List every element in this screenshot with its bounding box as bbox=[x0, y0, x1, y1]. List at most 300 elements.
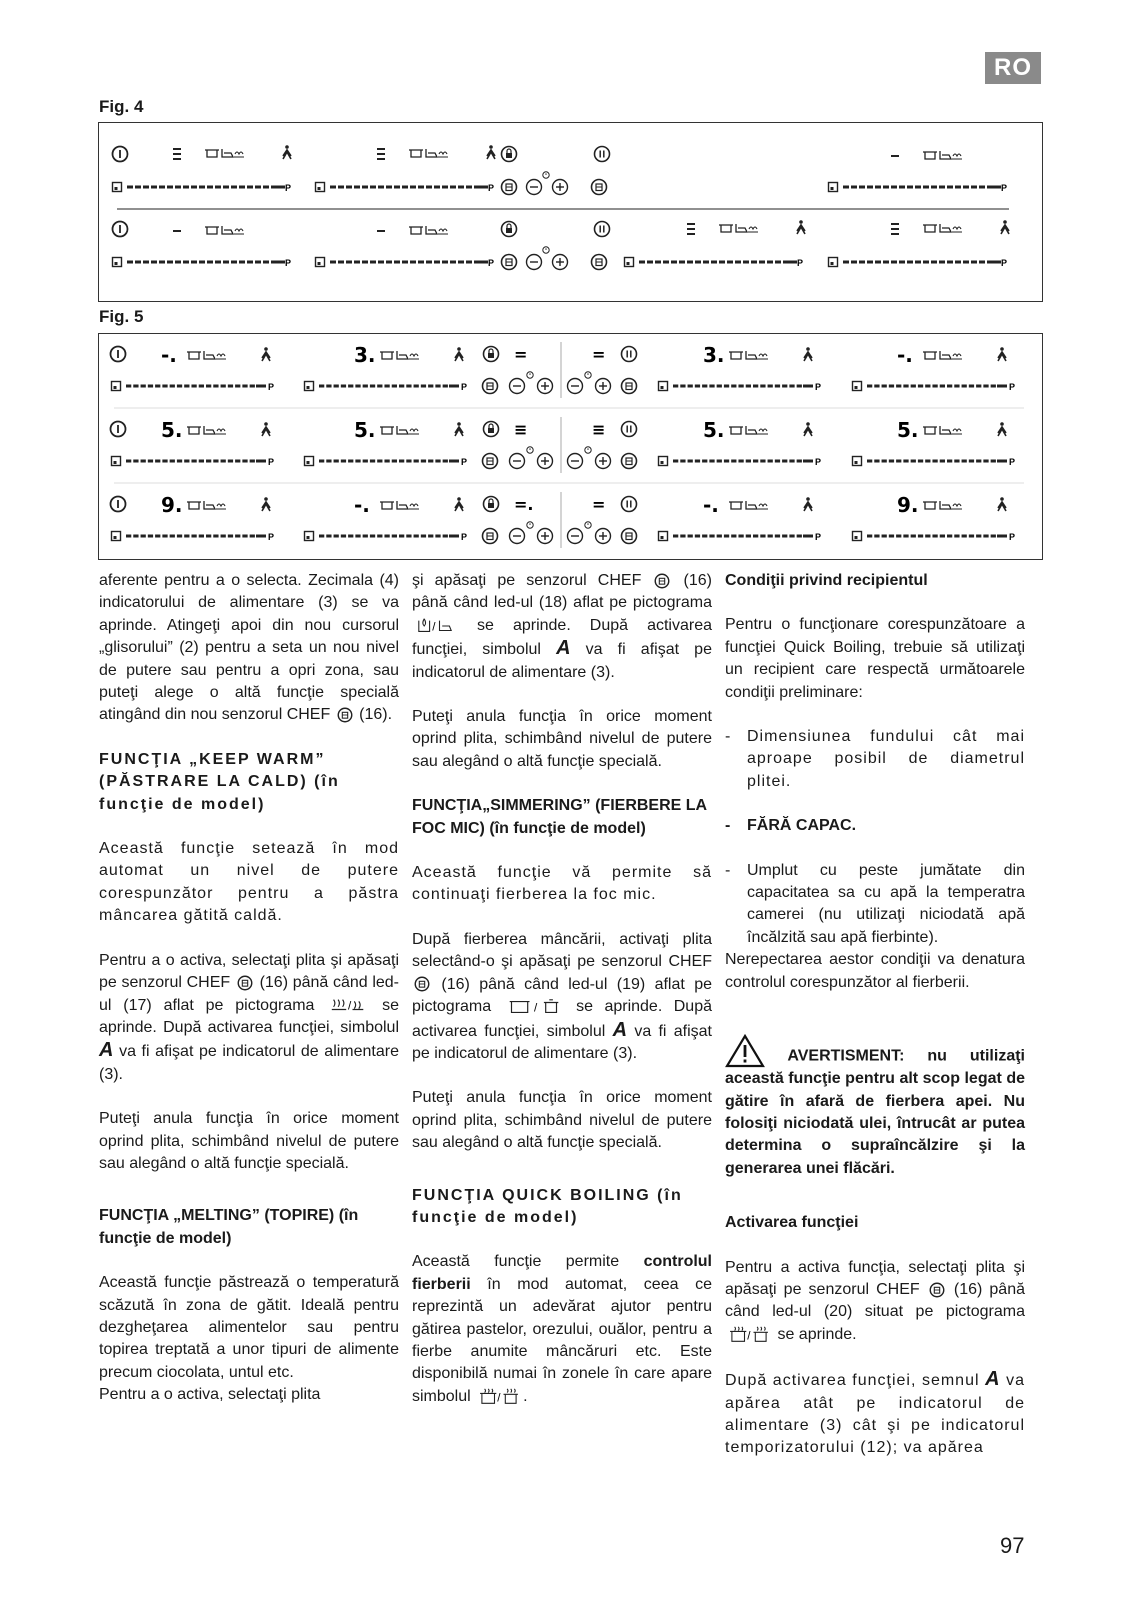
zone-display-value: 9. bbox=[161, 493, 183, 517]
slider-segment bbox=[434, 186, 440, 189]
booster-icon bbox=[998, 422, 1006, 436]
slider-segment bbox=[250, 460, 255, 463]
slider-segment bbox=[695, 385, 700, 388]
slider-segment bbox=[184, 460, 189, 463]
zone-select-icon bbox=[305, 532, 314, 541]
slider-segment bbox=[414, 385, 419, 388]
heading-simmering: FUNCŢIA„SIMMERING” (FIERBERE LA FOC MIC) (în funcţie de model) bbox=[412, 797, 707, 837]
slider-segment bbox=[370, 460, 375, 463]
list-item-text: FĂRĂ CAPAC. bbox=[747, 817, 857, 835]
slider-segment bbox=[386, 186, 392, 189]
slider-segment bbox=[969, 385, 974, 388]
function-pictograms-icon bbox=[409, 149, 448, 157]
slider-segment bbox=[989, 186, 999, 189]
pause-icon bbox=[595, 147, 610, 162]
language-badge: RO bbox=[985, 52, 1041, 84]
slider-segment bbox=[680, 385, 685, 388]
col2-p3: Această funcţie vă permite să continuaţi fierberea la foc mic. bbox=[412, 864, 712, 904]
chef-icon bbox=[502, 180, 517, 195]
slider-end-label: P bbox=[815, 457, 822, 467]
timer-minus-icon bbox=[568, 529, 583, 544]
slider-segment bbox=[355, 460, 360, 463]
slider-segment bbox=[206, 460, 211, 463]
timer-icon bbox=[543, 172, 549, 178]
slider-segment bbox=[785, 261, 795, 264]
slider-segment bbox=[709, 535, 714, 538]
slider-segment bbox=[859, 186, 865, 189]
slider-segment bbox=[386, 261, 392, 264]
power-icon bbox=[113, 222, 128, 237]
power-icon bbox=[113, 147, 128, 162]
booster-icon bbox=[262, 497, 270, 511]
slider-segment bbox=[918, 385, 923, 388]
slider-segment bbox=[940, 460, 945, 463]
slider-segment bbox=[392, 460, 397, 463]
zone-select-icon bbox=[316, 258, 325, 267]
slider-segment bbox=[255, 186, 261, 189]
slider-segment bbox=[663, 261, 669, 264]
chef-icon bbox=[622, 379, 637, 394]
slider-segment bbox=[889, 535, 894, 538]
slider-segment bbox=[330, 186, 336, 189]
slider-segment bbox=[724, 535, 729, 538]
slider-segment bbox=[874, 535, 879, 538]
slider-segment bbox=[874, 385, 879, 388]
zone-select-icon bbox=[853, 382, 862, 391]
zone-display-value: 5. bbox=[897, 418, 919, 442]
slider-segment bbox=[955, 261, 961, 264]
slider-segment bbox=[191, 261, 197, 264]
function-pictograms-icon bbox=[187, 501, 226, 509]
slider-segment bbox=[184, 385, 189, 388]
slider-segment bbox=[377, 535, 382, 538]
power-level-display bbox=[173, 148, 181, 160]
slider-segment bbox=[334, 535, 339, 538]
slider-segment bbox=[363, 385, 368, 388]
slider-segment bbox=[135, 261, 141, 264]
slider-segment bbox=[997, 535, 1007, 538]
pause-icon bbox=[595, 222, 610, 237]
timer-plus-icon bbox=[538, 379, 553, 394]
slider-segment bbox=[141, 460, 146, 463]
slider-segment bbox=[235, 460, 240, 463]
slider-segment bbox=[442, 186, 448, 189]
slider-segment bbox=[789, 385, 794, 388]
slider-segment bbox=[435, 535, 440, 538]
slider-segment bbox=[319, 385, 324, 388]
slider-segment bbox=[768, 460, 773, 463]
slider-segment bbox=[724, 385, 729, 388]
slider-segment bbox=[334, 460, 339, 463]
slider-segment bbox=[127, 186, 133, 189]
chef-icon bbox=[483, 529, 498, 544]
slider-end-label: P bbox=[1009, 382, 1016, 392]
slider-segment bbox=[242, 385, 247, 388]
slider-segment bbox=[392, 385, 397, 388]
slider-segment bbox=[918, 535, 923, 538]
slider-segment bbox=[768, 535, 773, 538]
timer-minus-icon bbox=[510, 379, 525, 394]
power-level-display bbox=[377, 230, 385, 232]
col1-p3c: se aprinde. După activarea funcţiei, simbolul bbox=[99, 996, 400, 1036]
slider-segment bbox=[458, 261, 464, 264]
slider-segment bbox=[239, 186, 245, 189]
slider-segment bbox=[428, 385, 433, 388]
slider-segment bbox=[738, 385, 743, 388]
slider-segment bbox=[932, 385, 937, 388]
quick-boil-icon bbox=[475, 1388, 523, 1406]
slider-segment bbox=[867, 261, 873, 264]
zone-select-icon bbox=[112, 457, 121, 466]
center-display-value: = bbox=[592, 495, 606, 514]
slider-segment bbox=[896, 535, 901, 538]
slider-segment bbox=[466, 261, 472, 264]
slider-segment bbox=[731, 385, 736, 388]
slider-segment bbox=[394, 186, 400, 189]
slider-end-label: P bbox=[461, 457, 468, 467]
slider-segment bbox=[673, 535, 678, 538]
col3-p4a: După activarea funcţiei, semnul bbox=[725, 1372, 980, 1390]
function-pictograms-icon bbox=[380, 351, 419, 359]
slider-segment bbox=[899, 261, 905, 264]
slider-segment bbox=[882, 385, 887, 388]
slider-segment bbox=[213, 460, 218, 463]
slider-segment bbox=[221, 535, 226, 538]
slider-segment bbox=[126, 535, 131, 538]
slider-segment bbox=[418, 261, 424, 264]
col2-p1a: şi apăsaţi pe senzorul CHEF bbox=[412, 572, 642, 589]
function-pictograms-icon bbox=[923, 351, 962, 359]
slider-segment bbox=[789, 535, 794, 538]
slider-segment bbox=[983, 460, 988, 463]
slider-segment bbox=[954, 460, 959, 463]
slider-segment bbox=[727, 261, 733, 264]
slider-segment bbox=[688, 535, 693, 538]
zone-select-icon bbox=[659, 532, 668, 541]
col2-p5: Puteţi anula funcţia în orice moment oprind plita, schimbând nivelul de putere sau alegând o altă funcţie specială. bbox=[412, 1089, 712, 1152]
zone-display-value: 5. bbox=[703, 418, 725, 442]
col2-p4c: se aprinde. După activarea funcţiei, simbolul bbox=[412, 998, 712, 1040]
slider-segment bbox=[338, 261, 344, 264]
slider-segment bbox=[896, 460, 901, 463]
slider-segment bbox=[162, 535, 167, 538]
slider-segment bbox=[326, 535, 331, 538]
a-symbol: A bbox=[985, 1368, 1001, 1391]
slider-segment bbox=[133, 460, 138, 463]
slider-segment bbox=[338, 186, 344, 189]
slider-segment bbox=[782, 385, 787, 388]
slider-segment bbox=[717, 385, 722, 388]
slider-segment bbox=[377, 385, 382, 388]
slider-segment bbox=[874, 460, 879, 463]
slider-segment bbox=[702, 460, 707, 463]
slider-segment bbox=[899, 186, 905, 189]
slider-segment bbox=[907, 186, 913, 189]
slider-segment bbox=[789, 460, 794, 463]
slider-segment bbox=[775, 385, 780, 388]
slider-segment bbox=[647, 261, 653, 264]
chef-icon bbox=[483, 379, 498, 394]
slider-segment bbox=[768, 385, 773, 388]
slider-segment bbox=[954, 535, 959, 538]
slider-segment bbox=[907, 261, 913, 264]
slider-segment bbox=[414, 460, 419, 463]
slider-segment bbox=[355, 385, 360, 388]
zone-select-icon bbox=[829, 258, 838, 267]
slider-segment bbox=[851, 261, 857, 264]
chef-icon bbox=[652, 572, 672, 590]
slider-segment bbox=[889, 385, 894, 388]
slider-segment bbox=[695, 535, 700, 538]
slider-segment bbox=[221, 460, 226, 463]
slider-segment bbox=[991, 460, 996, 463]
slider-segment bbox=[392, 535, 397, 538]
slider-segment bbox=[797, 535, 802, 538]
slider-segment bbox=[843, 261, 849, 264]
booster-icon bbox=[804, 497, 812, 511]
col3-p3c: se aprinde. bbox=[777, 1325, 857, 1343]
power-icon bbox=[111, 497, 126, 512]
slider-segment bbox=[263, 186, 269, 189]
slider-segment bbox=[426, 186, 432, 189]
timer-icon bbox=[527, 447, 533, 453]
slider-segment bbox=[151, 186, 157, 189]
col1-p5: Această funcţie păstrează o temperatură scăzută în zona de gătit. Ideală pentru dezgheţarea alimentelor sau pentru topirea treptată a unor tipuri de alimente precum ciocolata, untul etc. bbox=[99, 1274, 399, 1381]
heading-keep-warm: FUNCŢIA „KEEP WARM” (PĂSTRARE LA CALD) (în funcţie de model) bbox=[99, 750, 340, 813]
zone-display-value: 3. bbox=[703, 343, 725, 367]
slider-segment bbox=[940, 385, 945, 388]
col3-p1: Pentru o funcţionare corespunzătoare a funcţiei Quick Boiling, trebuie să utilizaţi un recipient care respectă următoarele condiţii preliminare: bbox=[725, 616, 1025, 701]
slider-segment bbox=[148, 385, 153, 388]
slider-segment bbox=[979, 261, 985, 264]
slider-segment bbox=[319, 460, 324, 463]
booster-icon bbox=[804, 347, 812, 361]
slider-segment bbox=[191, 186, 197, 189]
slider-segment bbox=[867, 385, 872, 388]
slider-segment bbox=[687, 261, 693, 264]
slider-segment bbox=[911, 385, 916, 388]
slider-segment bbox=[911, 460, 916, 463]
slider-end-label: P bbox=[268, 457, 275, 467]
melting-icon bbox=[412, 617, 458, 635]
timer-minus-icon bbox=[510, 529, 525, 544]
slider-segment bbox=[250, 385, 255, 388]
zone-select-icon bbox=[305, 382, 314, 391]
slider-segment bbox=[753, 460, 758, 463]
slider-segment bbox=[206, 535, 211, 538]
slider-segment bbox=[421, 535, 426, 538]
timer-icon bbox=[543, 247, 549, 253]
pause-icon bbox=[622, 422, 637, 437]
slider-segment bbox=[199, 186, 205, 189]
slider-segment bbox=[882, 460, 887, 463]
function-pictograms-icon bbox=[380, 501, 419, 509]
list-item: - Dimensiunea fundului cât mai aproape posibil de diametrul plitei. bbox=[725, 726, 1025, 793]
slash-text: / bbox=[497, 1391, 501, 1405]
slider-segment bbox=[746, 535, 751, 538]
slider-segment bbox=[746, 460, 751, 463]
slider-segment bbox=[326, 385, 331, 388]
slider-segment bbox=[896, 385, 901, 388]
slider-end-label: P bbox=[1009, 457, 1016, 467]
slider-segment bbox=[976, 535, 981, 538]
slider-segment bbox=[891, 261, 897, 264]
slider-segment bbox=[702, 535, 707, 538]
slider-segment bbox=[199, 460, 204, 463]
slash-text: / bbox=[348, 999, 352, 1013]
list-item-text: Dimensiunea fundului cât mai aproape posibil de diametrul plitei. bbox=[747, 728, 1025, 790]
power-level-display bbox=[377, 148, 385, 160]
timer-minus-icon bbox=[510, 454, 525, 469]
timer-plus-icon bbox=[596, 454, 611, 469]
slider-segment bbox=[348, 535, 353, 538]
slider-segment bbox=[915, 186, 921, 189]
timer-icon bbox=[585, 522, 591, 528]
slider-segment bbox=[191, 460, 196, 463]
slider-segment bbox=[702, 385, 707, 388]
slider-end-label: P bbox=[461, 532, 468, 542]
slider-segment bbox=[760, 460, 765, 463]
slider-segment bbox=[735, 261, 741, 264]
slider-segment bbox=[133, 535, 138, 538]
slider-end-label: P bbox=[815, 532, 822, 542]
timer-icon bbox=[527, 372, 533, 378]
slider-segment bbox=[250, 535, 255, 538]
slider-segment bbox=[177, 535, 182, 538]
slider-segment bbox=[867, 460, 872, 463]
col1-p3a: Pentru a o activa, selectaţi plita şi apăsaţi pe senzorul CHEF bbox=[99, 951, 399, 992]
timer-minus-icon bbox=[527, 255, 542, 270]
col3-p2: Nerepectarea aestor condiţii va denatura controlul corespunzător al fierberii. bbox=[725, 951, 1025, 991]
timer-minus-icon bbox=[568, 454, 583, 469]
slider-segment bbox=[435, 385, 440, 388]
slider-segment bbox=[426, 261, 432, 264]
slider-segment bbox=[731, 535, 736, 538]
slider-segment bbox=[976, 385, 981, 388]
slider-segment bbox=[882, 535, 887, 538]
slider-segment bbox=[421, 385, 426, 388]
slider-segment bbox=[384, 460, 389, 463]
slider-segment bbox=[911, 535, 916, 538]
pause-icon bbox=[622, 347, 637, 362]
col2-p4a: După fierberea mâncării, activaţi plita selectând-o şi apăsaţi pe senzorul CHEF bbox=[412, 930, 712, 971]
slider-segment bbox=[247, 186, 253, 189]
slider-segment bbox=[991, 385, 996, 388]
slider-segment bbox=[688, 385, 693, 388]
col3-p3a: Pentru a activa funcţia, selectaţi plita şi apăsaţi pe senzorul CHEF bbox=[725, 1258, 1025, 1298]
slider-segment bbox=[399, 385, 404, 388]
slider-segment bbox=[867, 535, 872, 538]
function-pictograms-icon bbox=[923, 426, 962, 434]
slider-segment bbox=[775, 460, 780, 463]
slider-segment bbox=[925, 385, 930, 388]
slider-segment bbox=[239, 261, 245, 264]
col1-p6: Pentru a o activa, selectaţi plita bbox=[99, 1386, 321, 1404]
function-pictograms-icon bbox=[923, 151, 962, 159]
slider-segment bbox=[215, 186, 221, 189]
col3-p3b: (16) până când led-ul (20) situat pe pictograma bbox=[725, 1280, 1025, 1321]
slider-segment bbox=[354, 261, 360, 264]
slider-segment bbox=[235, 535, 240, 538]
zone-display-value: -. bbox=[897, 343, 913, 367]
col3-p4b: va apărea atât pe indicatorul de alimentare (3) cât şi pe indicatorul temporizatorului (12); va apărea bbox=[725, 1372, 1025, 1457]
slider-segment bbox=[406, 385, 411, 388]
heading-container-conditions: Condiţii privind recipientul bbox=[725, 572, 928, 589]
slider-segment bbox=[155, 385, 160, 388]
quick-boil-icon bbox=[725, 1326, 773, 1344]
function-pictograms-icon bbox=[729, 351, 768, 359]
booster-icon bbox=[804, 422, 812, 436]
slider-segment bbox=[775, 261, 781, 264]
slider-end-label: P bbox=[488, 258, 495, 268]
slider-segment bbox=[255, 261, 261, 264]
booster-icon bbox=[455, 497, 463, 511]
col2-p1b: (16) până când led-ul (18) aflat pe pictograma bbox=[412, 572, 712, 612]
slider-segment bbox=[207, 186, 213, 189]
booster-icon bbox=[487, 145, 495, 159]
slider-segment bbox=[199, 535, 204, 538]
booster-icon bbox=[998, 347, 1006, 361]
col2-p1d: va fi afişat pe indicatorul de alimentare (3). bbox=[412, 641, 712, 681]
slider-segment bbox=[191, 385, 196, 388]
slider-segment bbox=[979, 186, 985, 189]
slider-segment bbox=[442, 261, 448, 264]
slider-segment bbox=[191, 535, 196, 538]
slider-segment bbox=[717, 460, 722, 463]
lock-icon bbox=[502, 222, 517, 237]
slider-segment bbox=[753, 535, 758, 538]
slider-end-label: P bbox=[1009, 532, 1016, 542]
list-item: - FĂRĂ CAPAC. bbox=[725, 815, 1025, 837]
booster-icon bbox=[283, 145, 291, 159]
fig5-label: Fig. 5 bbox=[99, 307, 144, 326]
slider-segment bbox=[418, 186, 424, 189]
slider-segment bbox=[370, 385, 375, 388]
slider-segment bbox=[797, 385, 802, 388]
slider-segment bbox=[891, 186, 897, 189]
slider-segment bbox=[673, 385, 678, 388]
slider-segment bbox=[370, 261, 376, 264]
chef-icon bbox=[502, 255, 517, 270]
slider-segment bbox=[170, 460, 175, 463]
pause-icon bbox=[622, 497, 637, 512]
chef-icon bbox=[592, 180, 607, 195]
slider-segment bbox=[760, 535, 765, 538]
zone-select-icon bbox=[112, 382, 121, 391]
power-level-display bbox=[173, 230, 181, 232]
function-pictograms-icon bbox=[923, 224, 962, 232]
col1-p2: Această funcţie setează în mod automat un nivel de putere corespunzător pentru a păstra mâncarea gătită caldă. bbox=[99, 840, 399, 925]
booster-icon bbox=[262, 422, 270, 436]
booster-icon bbox=[455, 347, 463, 361]
lock-icon bbox=[484, 422, 499, 437]
slider-segment bbox=[989, 261, 999, 264]
slider-segment bbox=[883, 186, 889, 189]
slider-segment bbox=[406, 535, 411, 538]
zone-display-value: -. bbox=[703, 493, 719, 517]
slider-segment bbox=[434, 261, 440, 264]
slider-segment bbox=[939, 261, 945, 264]
booster-icon bbox=[797, 220, 805, 234]
slider-segment bbox=[362, 261, 368, 264]
slider-segment bbox=[931, 186, 937, 189]
zone-select-icon bbox=[625, 258, 634, 267]
timer-icon bbox=[527, 522, 533, 528]
zone-select-icon bbox=[829, 183, 838, 192]
col2-p6b: controlul fierberii bbox=[412, 1253, 712, 1293]
slider-segment bbox=[341, 535, 346, 538]
slider-segment bbox=[177, 460, 182, 463]
